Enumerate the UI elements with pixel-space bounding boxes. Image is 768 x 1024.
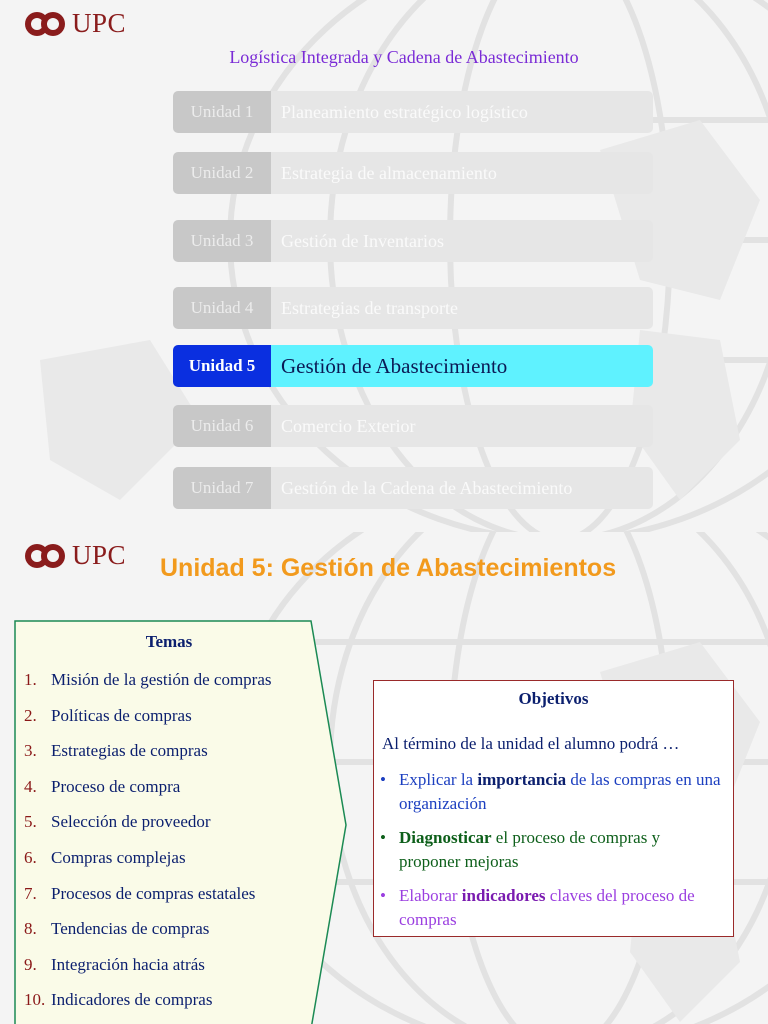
list-item bbox=[24, 777, 272, 813]
item-number: 4. bbox=[24, 776, 37, 796]
objetivo-text: Diagnosticar el proceso de compras y proponer mejoras bbox=[399, 828, 661, 871]
course-title: Logística Integrada y Cadena de Abastecimiento bbox=[229, 47, 579, 67]
item-text: Compras complejas bbox=[51, 847, 186, 867]
unit-item-5-active[interactable] bbox=[173, 345, 653, 387]
unit-item-2[interactable] bbox=[173, 152, 653, 194]
unit-title: Planeamiento estratégico logístico bbox=[271, 91, 653, 133]
item-text: Indicadores de compras bbox=[51, 990, 213, 1010]
upc-emblem-icon bbox=[22, 541, 68, 571]
list-item bbox=[24, 919, 272, 955]
logo-text: UPC bbox=[72, 540, 127, 570]
unit-title: Gestión de la Cadena de Abastecimiento bbox=[271, 467, 653, 509]
objetivo-text: Explicar la importancia de las compras en una organización bbox=[399, 770, 721, 813]
item-number: 6. bbox=[24, 847, 37, 867]
list-item bbox=[24, 670, 272, 706]
objetivo-keyword: importancia bbox=[477, 770, 567, 789]
upc-emblem-icon bbox=[22, 9, 68, 39]
unit-item-4[interactable] bbox=[173, 287, 653, 329]
list-item bbox=[24, 990, 272, 1024]
list-item bbox=[24, 884, 272, 920]
unit-label: Unidad 1 bbox=[173, 91, 271, 133]
unit-label: Unidad 7 bbox=[173, 467, 271, 509]
item-text: Selección de proveedor bbox=[51, 812, 211, 832]
item-text: Tendencias de compras bbox=[51, 919, 210, 939]
item-text: Integración hacia atrás bbox=[51, 954, 205, 974]
unit-item-7[interactable] bbox=[173, 467, 653, 509]
unit-item-1[interactable] bbox=[173, 91, 653, 133]
unit-title: Estrategia de almacenamiento bbox=[271, 152, 653, 194]
unit-label: Unidad 5 bbox=[173, 345, 271, 387]
unit-item-3[interactable] bbox=[173, 220, 653, 262]
unit-label: Unidad 2 bbox=[173, 152, 271, 194]
objetivo-item bbox=[380, 884, 725, 932]
objetivos-title: Objetivos bbox=[518, 689, 589, 708]
list-item bbox=[24, 706, 272, 742]
item-number: 10. bbox=[24, 990, 46, 1010]
objetivo-keyword: indicadores bbox=[461, 886, 546, 905]
list-item bbox=[24, 848, 272, 884]
item-number: 9. bbox=[24, 954, 37, 974]
list-item bbox=[24, 741, 272, 777]
item-number: 3. bbox=[24, 741, 37, 761]
unit-item-6[interactable] bbox=[173, 405, 653, 447]
unit-label: Unidad 6 bbox=[173, 405, 271, 447]
slide-title: Unidad 5: Gestión de Abastecimientos bbox=[160, 554, 617, 582]
item-number: 2. bbox=[24, 705, 37, 725]
objetivo-text: Elaborar indicadores claves del proceso de compras bbox=[399, 886, 695, 929]
item-text: Procesos de compras estatales bbox=[51, 883, 256, 903]
temas-list bbox=[24, 670, 272, 1024]
logo-text: UPC bbox=[72, 8, 127, 38]
objetivos-list bbox=[380, 768, 725, 942]
item-number: 8. bbox=[24, 919, 37, 939]
item-number: 7. bbox=[24, 883, 37, 903]
unit-label: Unidad 4 bbox=[173, 287, 271, 329]
objetivo-item bbox=[380, 768, 725, 816]
temas-title: Temas bbox=[145, 632, 193, 651]
item-text: Estrategias de compras bbox=[51, 741, 208, 761]
slide-unit-5-detail bbox=[0, 532, 768, 1024]
item-text: Misión de la gestión de compras bbox=[51, 670, 272, 689]
temas-panel bbox=[14, 620, 354, 1024]
item-text: Proceso de compra bbox=[51, 776, 181, 796]
bullet-icon: • bbox=[380, 828, 386, 847]
item-text: Políticas de compras bbox=[51, 705, 192, 725]
bullet-icon: • bbox=[380, 886, 386, 905]
unit-title: Gestión de Inventarios bbox=[271, 220, 653, 262]
item-number: 5. bbox=[24, 812, 37, 832]
objetivo-keyword: Diagnosticar bbox=[399, 828, 492, 847]
bullet-icon: • bbox=[380, 770, 386, 789]
unit-title: Estrategias de transporte bbox=[271, 287, 653, 329]
upc-logo bbox=[22, 540, 126, 571]
list-item bbox=[24, 812, 272, 848]
objetivos-intro: Al término de la unidad el alumno podrá … bbox=[382, 734, 680, 753]
upc-logo bbox=[22, 8, 126, 39]
item-number: 1. bbox=[24, 670, 37, 689]
objetivos-box bbox=[373, 680, 734, 937]
list-item bbox=[24, 955, 272, 991]
unit-title: Gestión de Abastecimiento bbox=[271, 345, 653, 387]
objetivo-item bbox=[380, 826, 725, 874]
unit-title: Comercio Exterior bbox=[271, 405, 653, 447]
unit-label: Unidad 3 bbox=[173, 220, 271, 262]
